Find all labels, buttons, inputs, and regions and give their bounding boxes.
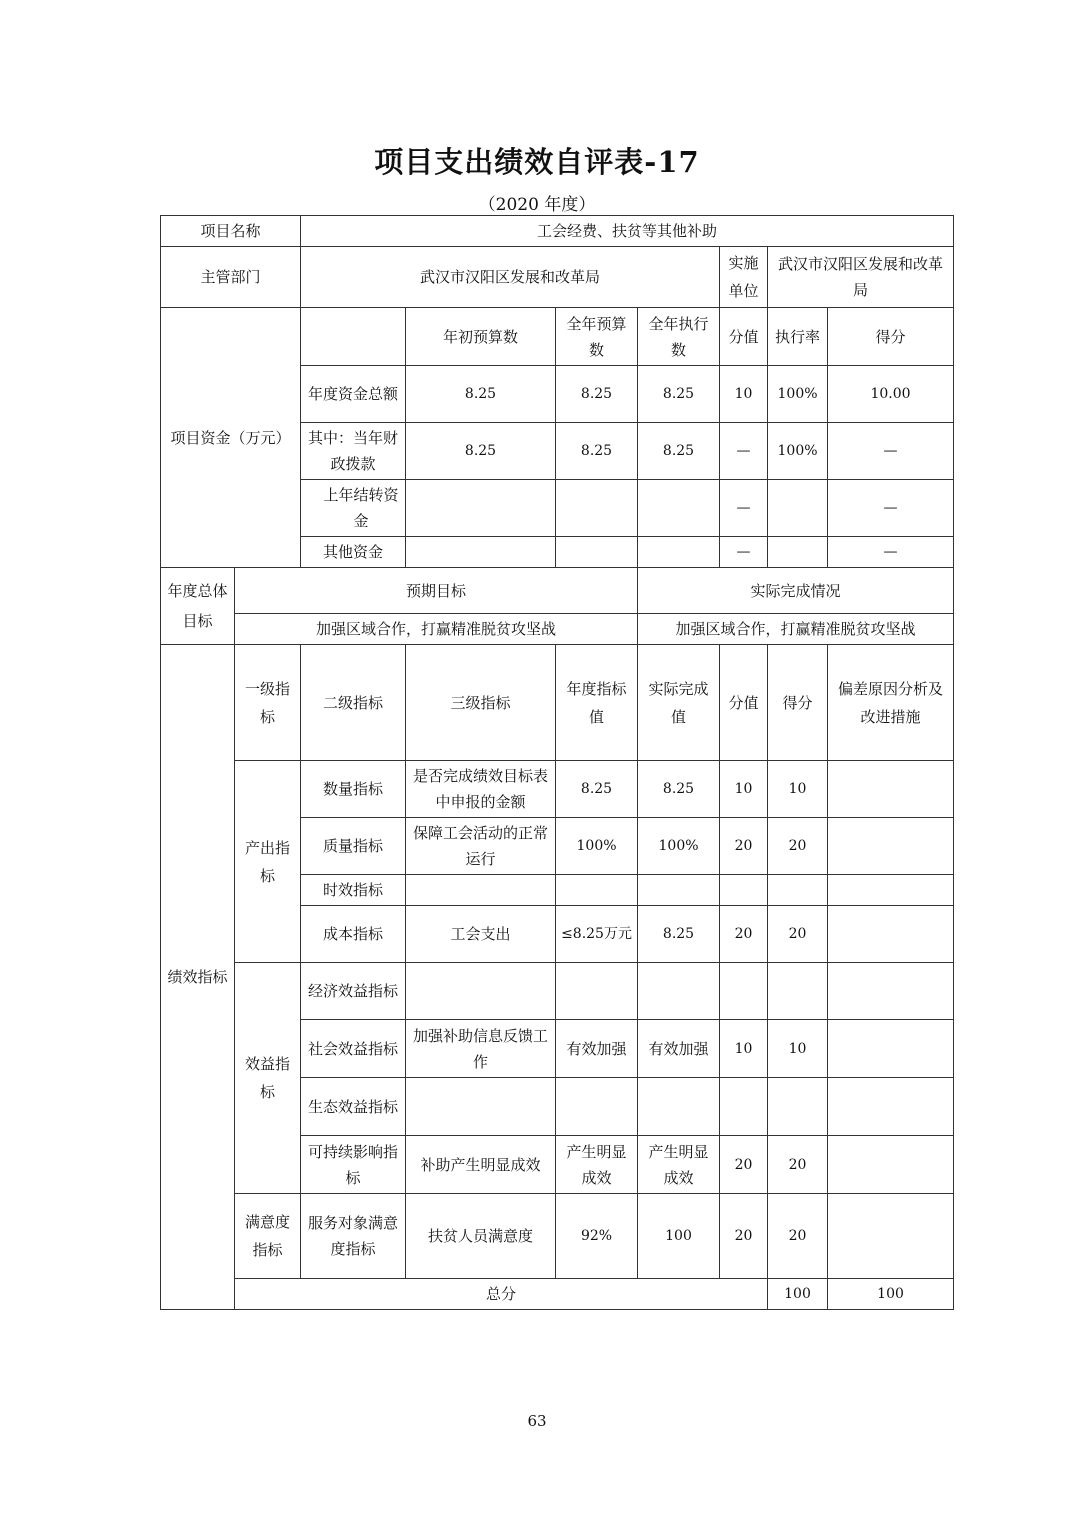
perf-target: 产生明显成效	[556, 1136, 638, 1194]
perf-target: 有效加强	[556, 1020, 638, 1078]
perf-target	[556, 1078, 638, 1136]
funds-cell: —	[720, 537, 768, 568]
dept-label: 主管部门	[161, 247, 301, 308]
perf-l2: 经济效益指标	[301, 963, 406, 1020]
funds-cell	[406, 480, 556, 537]
perf-l3: 是否完成绩效目标表中申报的金额	[406, 761, 556, 818]
funds-cell: —	[828, 423, 954, 480]
perf-actual: 产生明显成效	[638, 1136, 720, 1194]
funds-cell: 8.25	[556, 366, 638, 423]
perf-reason	[828, 1136, 954, 1194]
perf-label: 绩效指标	[161, 645, 235, 1310]
goals-expected-value: 加强区域合作，打赢精准脱贫攻坚战	[235, 614, 638, 645]
perf-header: 二级指标	[301, 645, 406, 761]
perf-target: 8.25	[556, 761, 638, 818]
perf-score	[768, 1078, 828, 1136]
funds-row-label: 其中：当年财政拨款	[301, 423, 406, 480]
perf-l3	[406, 875, 556, 906]
perf-score: 10	[768, 1020, 828, 1078]
perf-reason	[828, 1020, 954, 1078]
funds-header-empty	[301, 308, 406, 366]
perf-actual: 有效加强	[638, 1020, 720, 1078]
perf-header: 偏差原因分析及改进措施	[828, 645, 954, 761]
funds-header: 执行率	[768, 308, 828, 366]
perf-group-label: 效益指标	[235, 963, 301, 1194]
goals-actual-value: 加强区域合作，打赢精准脱贫攻坚战	[638, 614, 954, 645]
perf-score-value: 20	[720, 1194, 768, 1279]
perf-reason	[828, 818, 954, 875]
perf-group-label: 产出指标	[235, 761, 301, 963]
funds-header: 全年执行数	[638, 308, 720, 366]
funds-cell: 8.25	[638, 423, 720, 480]
perf-l2: 服务对象满意度指标	[301, 1194, 406, 1279]
funds-header: 分值	[720, 308, 768, 366]
perf-score	[768, 963, 828, 1020]
perf-l2: 生态效益指标	[301, 1078, 406, 1136]
funds-cell	[768, 480, 828, 537]
funds-cell: 10	[720, 366, 768, 423]
perf-l3	[406, 1078, 556, 1136]
perf-reason	[828, 963, 954, 1020]
project-name-label: 项目名称	[161, 216, 301, 247]
perf-group-label: 满意度指标	[235, 1194, 301, 1279]
perf-l3	[406, 963, 556, 1020]
perf-l3: 保障工会活动的正常运行	[406, 818, 556, 875]
perf-l3: 加强补助信息反馈工作	[406, 1020, 556, 1078]
perf-reason	[828, 875, 954, 906]
perf-l2: 社会效益指标	[301, 1020, 406, 1078]
funds-header: 全年预算数	[556, 308, 638, 366]
funds-cell: 8.25	[638, 366, 720, 423]
performance-table	[160, 215, 954, 1310]
perf-actual	[638, 1078, 720, 1136]
funds-cell	[638, 480, 720, 537]
total-score: 100	[828, 1279, 954, 1310]
project-name-value: 工会经费、扶贫等其他补助	[301, 216, 954, 247]
unit-value: 武汉市汉阳区发展和改革局	[768, 247, 954, 308]
perf-score-value: 20	[720, 1136, 768, 1194]
perf-reason	[828, 1194, 954, 1279]
funds-label: 项目资金（万元）	[161, 308, 301, 568]
perf-score-value	[720, 1078, 768, 1136]
funds-cell: 8.25	[556, 423, 638, 480]
perf-actual	[638, 963, 720, 1020]
perf-reason	[828, 906, 954, 963]
funds-header: 年初预算数	[406, 308, 556, 366]
funds-cell: —	[828, 480, 954, 537]
page-title: 项目支出绩效自评表-17	[374, 145, 700, 179]
perf-l3: 工会支出	[406, 906, 556, 963]
perf-actual	[638, 875, 720, 906]
perf-l2: 成本指标	[301, 906, 406, 963]
perf-l2: 质量指标	[301, 818, 406, 875]
perf-l3: 扶贫人员满意度	[406, 1194, 556, 1279]
funds-cell: —	[720, 423, 768, 480]
goals-label: 年度总体目标	[161, 568, 235, 645]
unit-label: 实施单位	[720, 247, 768, 308]
funds-row-label: 其他资金	[301, 537, 406, 568]
perf-l2: 可持续影响指标	[301, 1136, 406, 1194]
perf-target: 92%	[556, 1194, 638, 1279]
perf-target	[556, 875, 638, 906]
perf-score-value: 10	[720, 1020, 768, 1078]
funds-cell: 8.25	[406, 423, 556, 480]
perf-score: 20	[768, 906, 828, 963]
perf-target: ≤8.25万元	[556, 906, 638, 963]
perf-reason	[828, 1078, 954, 1136]
perf-l3: 补助产生明显成效	[406, 1136, 556, 1194]
funds-cell: 10.00	[828, 366, 954, 423]
funds-cell	[556, 480, 638, 537]
perf-header: 一级指标	[235, 645, 301, 761]
perf-score-value	[720, 963, 768, 1020]
funds-cell: 100%	[768, 366, 828, 423]
perf-score-value: 20	[720, 906, 768, 963]
perf-header: 三级指标	[406, 645, 556, 761]
page-number: 63	[527, 1412, 547, 1430]
perf-score: 20	[768, 1136, 828, 1194]
perf-actual: 100%	[638, 818, 720, 875]
perf-score: 20	[768, 818, 828, 875]
funds-cell: —	[720, 480, 768, 537]
perf-actual: 8.25	[638, 761, 720, 818]
funds-cell	[638, 537, 720, 568]
funds-cell: 8.25	[406, 366, 556, 423]
total-label: 总分	[235, 1279, 768, 1310]
perf-score-value: 10	[720, 761, 768, 818]
perf-header: 实际完成值	[638, 645, 720, 761]
goals-expected-label: 预期目标	[235, 568, 638, 614]
funds-header: 得分	[828, 308, 954, 366]
funds-row-label: 上年结转资金	[301, 480, 406, 537]
funds-cell: 100%	[768, 423, 828, 480]
perf-actual: 100	[638, 1194, 720, 1279]
perf-score: 20	[768, 1194, 828, 1279]
funds-cell	[406, 537, 556, 568]
perf-l2: 数量指标	[301, 761, 406, 818]
perf-reason	[828, 761, 954, 818]
perf-actual: 8.25	[638, 906, 720, 963]
funds-cell	[556, 537, 638, 568]
funds-row-label: 年度资金总额	[301, 366, 406, 423]
funds-cell: —	[828, 537, 954, 568]
perf-header: 年度指标值	[556, 645, 638, 761]
perf-score-value	[720, 875, 768, 906]
perf-score-value: 20	[720, 818, 768, 875]
perf-target	[556, 963, 638, 1020]
perf-target: 100%	[556, 818, 638, 875]
funds-cell	[768, 537, 828, 568]
perf-l2: 时效指标	[301, 875, 406, 906]
page-subtitle: （2020 年度）	[478, 195, 596, 215]
perf-header: 得分	[768, 645, 828, 761]
total-score-value: 100	[768, 1279, 828, 1310]
perf-score: 10	[768, 761, 828, 818]
goals-actual-label: 实际完成情况	[638, 568, 954, 614]
dept-value: 武汉市汉阳区发展和改革局	[301, 247, 720, 308]
perf-score	[768, 875, 828, 906]
perf-header: 分值	[720, 645, 768, 761]
